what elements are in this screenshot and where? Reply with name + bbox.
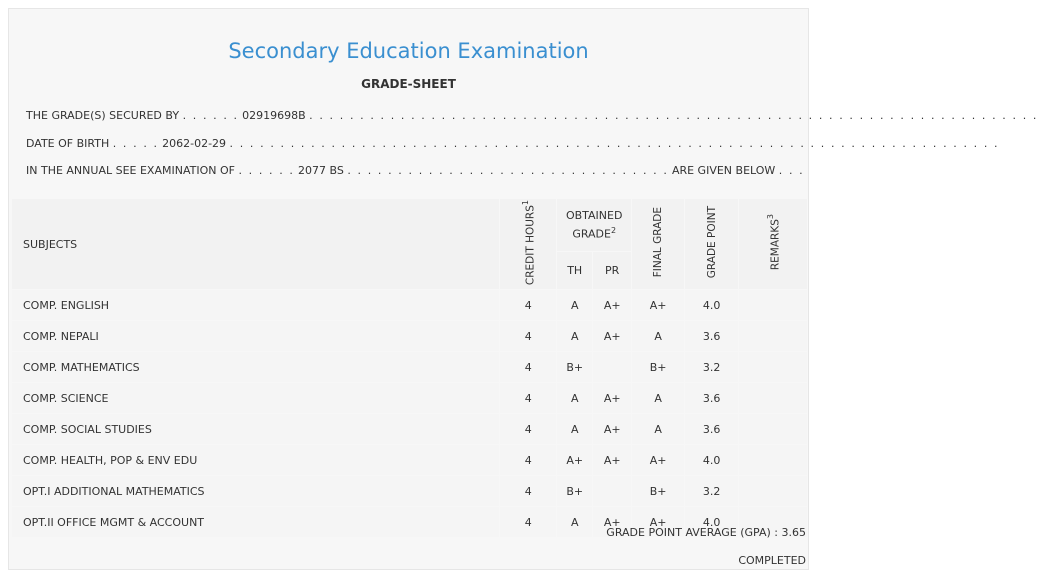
remarks-cell bbox=[739, 383, 807, 413]
grade-point-cell: 3.2 bbox=[685, 476, 738, 506]
table-row bbox=[12, 476, 807, 506]
pr-header: PR bbox=[593, 252, 631, 289]
grade-point-cell: 4.0 bbox=[685, 290, 738, 320]
table-row bbox=[12, 383, 807, 413]
th-grade-cell: A bbox=[557, 414, 592, 444]
subjects-header: SUBJECTS bbox=[12, 199, 499, 289]
final-grade-header bbox=[632, 199, 684, 289]
final-grade-cell: B+ bbox=[632, 476, 684, 506]
subject-cell: COMP. SOCIAL STUDIES bbox=[12, 414, 499, 444]
grade-point-cell: 3.6 bbox=[685, 321, 738, 351]
remarks-label: REMARKS bbox=[769, 219, 782, 271]
pr-grade-cell: A+ bbox=[593, 507, 631, 537]
result-status: COMPLETED bbox=[738, 554, 806, 567]
final-grade-cell: A+ bbox=[632, 445, 684, 475]
subject-cell: COMP. ENGLISH bbox=[12, 290, 499, 320]
table-row bbox=[12, 445, 807, 475]
grade-point-cell: 3.6 bbox=[685, 383, 738, 413]
remarks-cell bbox=[739, 476, 807, 506]
pr-grade-cell: A+ bbox=[593, 414, 631, 444]
table-row bbox=[12, 321, 807, 351]
pr-grade-cell: A+ bbox=[593, 445, 631, 475]
credit-cell: 4 bbox=[500, 383, 556, 413]
final-grade-cell: A+ bbox=[632, 507, 684, 537]
obtained-grade-sup: 2 bbox=[610, 226, 617, 236]
obtained-grade-header bbox=[557, 199, 631, 251]
dots: . . . . . . . . . . . . . . . . . . . . . . . . . . . . . . . . bbox=[347, 164, 669, 177]
page-title: Secondary Education Examination bbox=[228, 39, 589, 63]
pr-grade-cell bbox=[593, 476, 631, 506]
dots: . . . . . . . . . . . . . . . . . . . . . . . . . . . . . . . . . . . . . . . . . . . . . . . . . . . . . . . . . . . . . . . . . . . . . . . . . . . . bbox=[229, 137, 1000, 150]
subject-cell: OPT.I ADDITIONAL MATHEMATICS bbox=[12, 476, 499, 506]
final-grade-cell: A bbox=[632, 321, 684, 351]
final-grade-cell: B+ bbox=[632, 352, 684, 382]
th-grade-cell: A bbox=[557, 290, 592, 320]
pr-grade-cell: A+ bbox=[593, 383, 631, 413]
remarks-sup: 3 bbox=[765, 214, 775, 220]
th-grade-cell: A bbox=[557, 383, 592, 413]
grade-sheet bbox=[8, 8, 1038, 570]
credit-cell: 4 bbox=[500, 414, 556, 444]
subject-cell: COMP. MATHEMATICS bbox=[12, 352, 499, 382]
pr-grade-cell: A+ bbox=[593, 321, 631, 351]
gpa-label: GRADE POINT AVERAGE (GPA) : bbox=[606, 526, 778, 539]
credit-cell: 4 bbox=[500, 476, 556, 506]
remarks-header bbox=[739, 199, 807, 289]
remarks-cell bbox=[739, 290, 807, 320]
remarks-cell bbox=[739, 414, 807, 444]
dots: . . . . . . . . . . . . . . . . . . . . . . . . . . . . . . . . . . . . . . . . . . . . . . . . . . . . . . . . . . . . . . . . . . . . . . . . bbox=[309, 109, 1038, 122]
page-subtitle: GRADE-SHEET bbox=[361, 77, 456, 91]
exam-label: IN THE ANNUAL SEE EXAMINATION OF bbox=[26, 164, 235, 177]
pr-grade-cell: A+ bbox=[593, 290, 631, 320]
symbol-number: 02919698B bbox=[242, 109, 306, 122]
th-grade-cell: B+ bbox=[557, 352, 592, 382]
secured-by-label: THE GRADE(S) SECURED BY bbox=[26, 109, 180, 122]
exam-line bbox=[26, 164, 804, 177]
obtained-grade-label: OBTAINED GRADE bbox=[565, 209, 623, 241]
grades-table bbox=[11, 198, 808, 538]
grade-point-label: GRADE POINT bbox=[705, 206, 718, 279]
credit-hours-sup: 1 bbox=[521, 200, 530, 206]
final-grade-cell: A+ bbox=[632, 290, 684, 320]
grade-point-cell: 4.0 bbox=[685, 507, 738, 537]
dob-line bbox=[26, 137, 999, 150]
dob-label: DATE OF BIRTH bbox=[26, 137, 110, 150]
table-row bbox=[12, 290, 807, 320]
credit-cell: 4 bbox=[500, 352, 556, 382]
th-grade-cell: A+ bbox=[557, 445, 592, 475]
credit-hours-header bbox=[500, 199, 556, 289]
remarks-cell bbox=[739, 352, 807, 382]
table-row bbox=[12, 414, 807, 444]
final-grade-cell: A bbox=[632, 383, 684, 413]
credit-cell: 4 bbox=[500, 507, 556, 537]
th-header: TH bbox=[557, 252, 592, 289]
th-grade-cell: B+ bbox=[557, 476, 592, 506]
dots: . . . . . . bbox=[182, 109, 239, 122]
subject-cell: COMP. HEALTH, POP & ENV EDU bbox=[12, 445, 499, 475]
dob-value: 2062-02-29 bbox=[162, 137, 227, 150]
gpa-line bbox=[606, 526, 806, 539]
dots: . . . bbox=[778, 164, 805, 177]
exam-year: 2077 BS bbox=[298, 164, 344, 177]
grade-point-header bbox=[685, 199, 738, 289]
th-grade-cell: A bbox=[557, 321, 592, 351]
pr-grade-cell bbox=[593, 352, 631, 382]
subject-cell: COMP. SCIENCE bbox=[12, 383, 499, 413]
remarks-cell bbox=[739, 445, 807, 475]
credit-hours-label: CREDIT HOURS bbox=[524, 205, 537, 286]
credit-cell: 4 bbox=[500, 290, 556, 320]
subject-cell: COMP. NEPALI bbox=[12, 321, 499, 351]
final-grade-cell: A bbox=[632, 414, 684, 444]
table-row bbox=[12, 352, 807, 382]
credit-cell: 4 bbox=[500, 445, 556, 475]
secured-by-line bbox=[26, 109, 1038, 122]
given-below: ARE GIVEN BELOW bbox=[671, 164, 776, 177]
grade-point-cell: 4.0 bbox=[685, 445, 738, 475]
subject-cell: OPT.II OFFICE MGMT & ACCOUNT bbox=[12, 507, 499, 537]
remarks-cell bbox=[739, 321, 807, 351]
dots: . . . . . . bbox=[238, 164, 295, 177]
grade-point-cell: 3.2 bbox=[685, 352, 738, 382]
final-grade-label: FINAL GRADE bbox=[652, 207, 665, 278]
credit-cell: 4 bbox=[500, 321, 556, 351]
gpa-value: 3.65 bbox=[781, 526, 806, 539]
dots: . . . . . bbox=[112, 137, 159, 150]
grade-point-cell: 3.6 bbox=[685, 414, 738, 444]
th-grade-cell: A bbox=[557, 507, 592, 537]
